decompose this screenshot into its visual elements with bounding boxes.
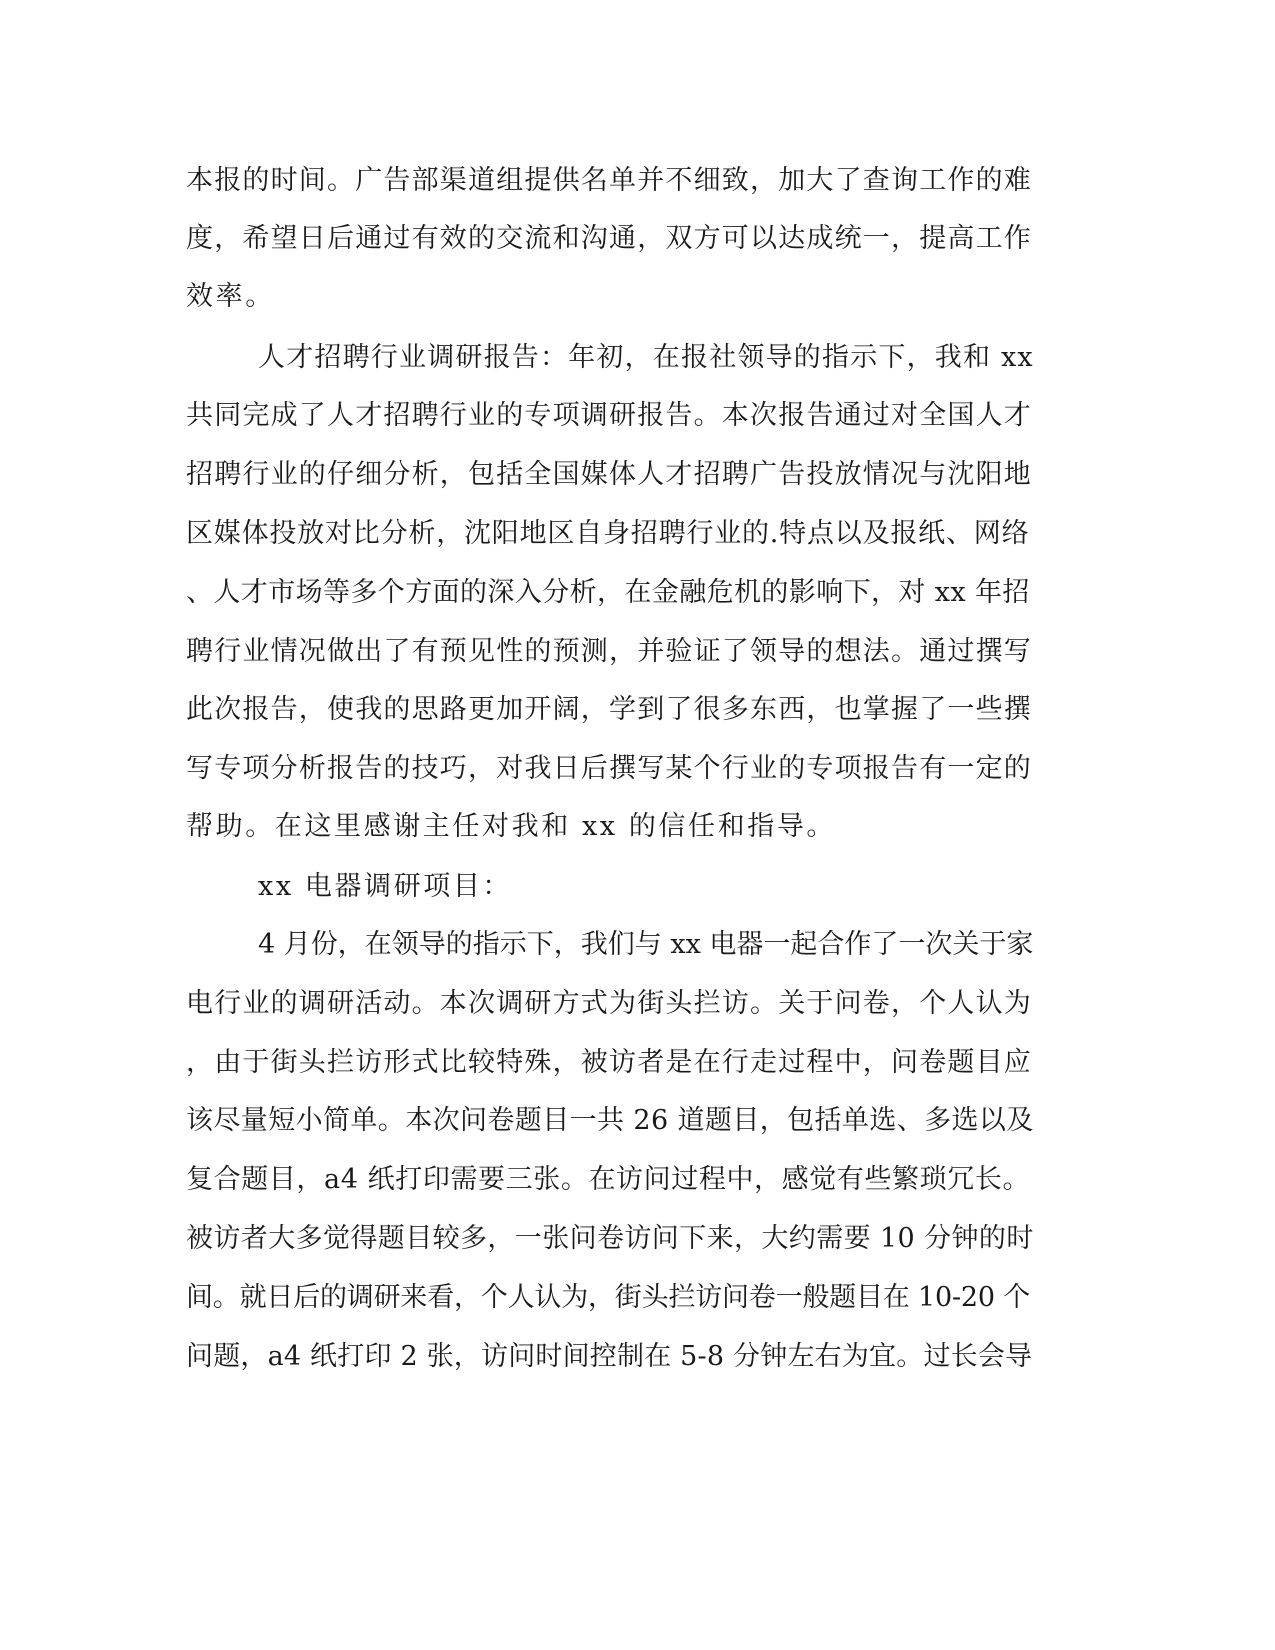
text-line: 复合题目，a4 纸打印需要三张。在访问过程中，感觉有些繁琐冗长。: [186, 1164, 1031, 1195]
text-line: ，由于街头拦访形式比较特殊，被访者是在行走过程中，问卷题目应: [186, 1047, 1032, 1078]
text-line: 间。就日后的调研来看，个人认为，街头拦访问卷一般题目在 10-20 个: [186, 1282, 1030, 1313]
text-line: 此次报告，使我的思路更加开阔，学到了很多东西，也掌握了一些撰: [186, 694, 1032, 725]
paragraph-start-line: 人才招聘行业调研报告：年初，在报社领导的指示下，我和 xx: [258, 342, 1034, 373]
text-line: 效率。: [186, 281, 275, 312]
text-line: 招聘行业的仔细分析，包括全国媒体人才招聘广告投放情况与沈阳地: [186, 459, 1032, 490]
section-heading: xx 电器调研项目：: [258, 871, 513, 902]
text-line: 度，希望日后通过有效的交流和沟通，双方可以达成统一，提高工作: [186, 223, 1032, 254]
text-line: 写专项分析报告的技巧，对我日后撰写某个行业的专项报告有一定的: [186, 753, 1032, 784]
text-line: 电行业的调研活动。本次调研方式为街头拦访。关于问卷，个人认为: [186, 988, 1032, 1019]
text-line: 共同完成了人才招聘行业的专项调研报告。本次报告通过对全国人才: [186, 400, 1032, 431]
text-line: 被访者大多觉得题目较多，一张问卷访问下来，大约需要 10 分钟的时: [186, 1223, 1034, 1254]
text-line: 、人才市场等多个方面的深入分析，在金融危机的影响下，对 xx 年招: [186, 577, 1030, 608]
text-line: 聘行业情况做出了有预见性的预测，并验证了领导的想法。通过撰写: [186, 636, 1032, 667]
text-line: 该尽量短小简单。本次问卷题目一共 26 道题目，包括单选、多选以及: [186, 1105, 1034, 1136]
text-line: 区媒体投放对比分析，沈阳地区自身招聘行业的.特点以及报纸、网络: [186, 518, 1030, 549]
text-line: 本报的时间。广告部渠道组提供名单并不细致，加大了查询工作的难: [186, 165, 1032, 196]
text-line: 帮助。在这里感谢主任对我和 xx 的信任和指导。: [186, 811, 837, 842]
text-line: 问题，a4 纸打印 2 张，访问时间控制在 5-8 分钟左右为宜。过长会导: [186, 1341, 1033, 1372]
paragraph-start-line: 4 月份，在领导的指示下，我们与 xx 电器一起合作了一次关于家: [258, 929, 1034, 960]
